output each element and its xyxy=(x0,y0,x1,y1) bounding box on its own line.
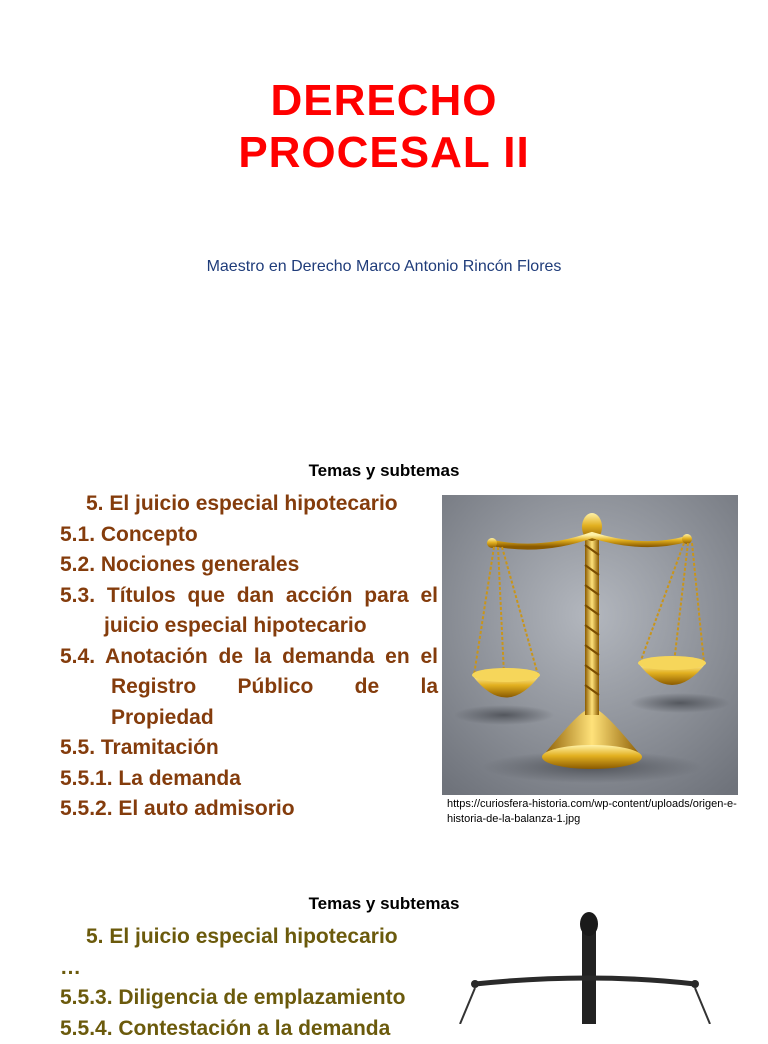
topic-item: Registro Público de la xyxy=(60,672,438,703)
topic-item: 5.5.4. Contestación a la demanda xyxy=(60,1014,438,1044)
topic-item: 5.5.2. El auto admisorio xyxy=(60,794,438,825)
topic-item: 5.5. Tramitación xyxy=(60,733,438,764)
topic-item: 5. El juicio especial hipotecario xyxy=(60,922,438,953)
author-name: Maestro en Derecho Marco Antonio Rincón Flores xyxy=(0,258,768,276)
topic-item: 5.4. Anotación de la demanda en el xyxy=(60,642,438,673)
topic-item: juicio especial hipotecario xyxy=(60,611,438,642)
balance-scale-image xyxy=(442,495,738,795)
topic-item: 5.5.3. Diligencia de emplazamiento xyxy=(60,983,438,1014)
section-1-topic-list xyxy=(60,489,438,825)
image-source-caption: https://curiosfera-historia.com/wp-content/uploads/origen-e-historia-de-la-balanza-1.jpg xyxy=(447,797,747,827)
title-line-2: PROCESAL II xyxy=(0,128,768,178)
topic-item: Propiedad xyxy=(60,703,438,734)
topic-item: 5.2. Nociones generales xyxy=(60,550,438,581)
topic-item: 5.1. Concepto xyxy=(60,520,438,551)
title-line-1: DERECHO xyxy=(0,76,768,126)
topic-item: 5. El juicio especial hipotecario xyxy=(60,489,438,520)
topic-item: 5.5.1. La demanda xyxy=(60,764,438,795)
section-2-topic-list xyxy=(60,922,438,1044)
dark-scale-image xyxy=(440,912,750,1024)
section-1-heading: Temas y subtemas xyxy=(0,461,768,481)
section-2-heading: Temas y subtemas xyxy=(0,894,768,914)
topic-item: … xyxy=(60,953,438,984)
topic-item: 5.3. Títulos que dan acción para el xyxy=(60,581,438,612)
